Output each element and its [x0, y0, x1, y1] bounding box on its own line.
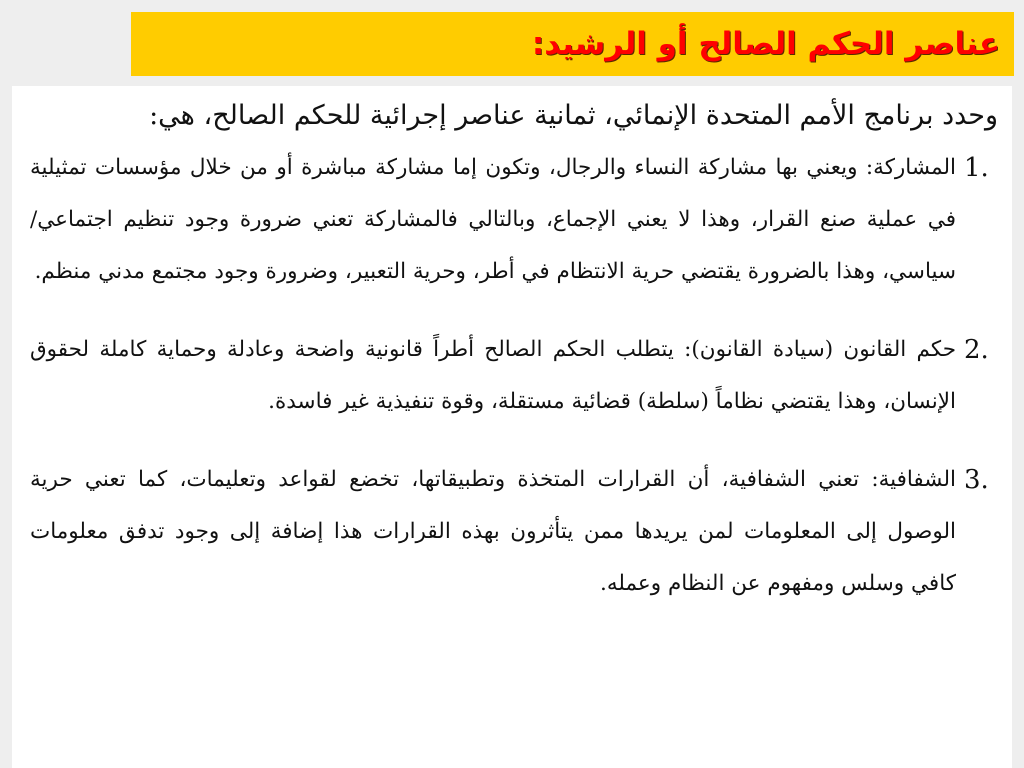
- list-item-text: حكم القانون (سيادة القانون): يتطلب الحكم الصالح أطراً قانونية واضحة وعادلة وحماية كاملة لحقوق الإنسان، وهذا يقتضي نظاماً (سلطة) قضائية مستقلة، وقوة تنفيذية غير فاسدة.: [30, 337, 956, 414]
- list-item-text: المشاركة: ويعني بها مشاركة النساء والرجال، وتكون إما مشاركة مباشرة أو من خلال مؤسسات تمثيلية في عملية صنع القرار، وهذا لا يعني الإجماع، وبالتالي فالمشاركة تعني ضرورة وجود تنظيم اجتماعي/ سياسي، وهذا بالضرورة يقتضي حرية الانتظام في أطر، وحرية التعبير، وضرورة وجود مجتمع مدني منظم.: [30, 155, 956, 284]
- title-banner: [131, 12, 1014, 76]
- list-item-number: 3.: [964, 465, 989, 495]
- list-item: [30, 324, 1002, 428]
- list-item-number: 2.: [964, 335, 989, 365]
- slide-title: عناصر الحكم الصالح أو الرشيد:: [531, 26, 1000, 62]
- content-panel: [12, 86, 1012, 768]
- list-item: [30, 142, 1002, 298]
- list-item-number: 1.: [964, 153, 989, 183]
- list-item: [30, 454, 1002, 610]
- intro-paragraph: وحدد برنامج الأمم المتحدة الإنمائي، ثمانية عناصر إجرائية للحكم الصالح، هي:: [149, 100, 998, 131]
- list-item-text: الشفافية: تعني الشفافية، أن القرارات المتخذة وتطبيقاتها، تخضع لقواعد وتعليمات، كما تعني حرية الوصول إلى المعلومات لمن يريدها ممن يتأثرون بهذه القرارات هذا إضافة إلى وجود تدفق معلومات كافي وسلس ومفهوم عن النظام وعمله.: [30, 467, 956, 596]
